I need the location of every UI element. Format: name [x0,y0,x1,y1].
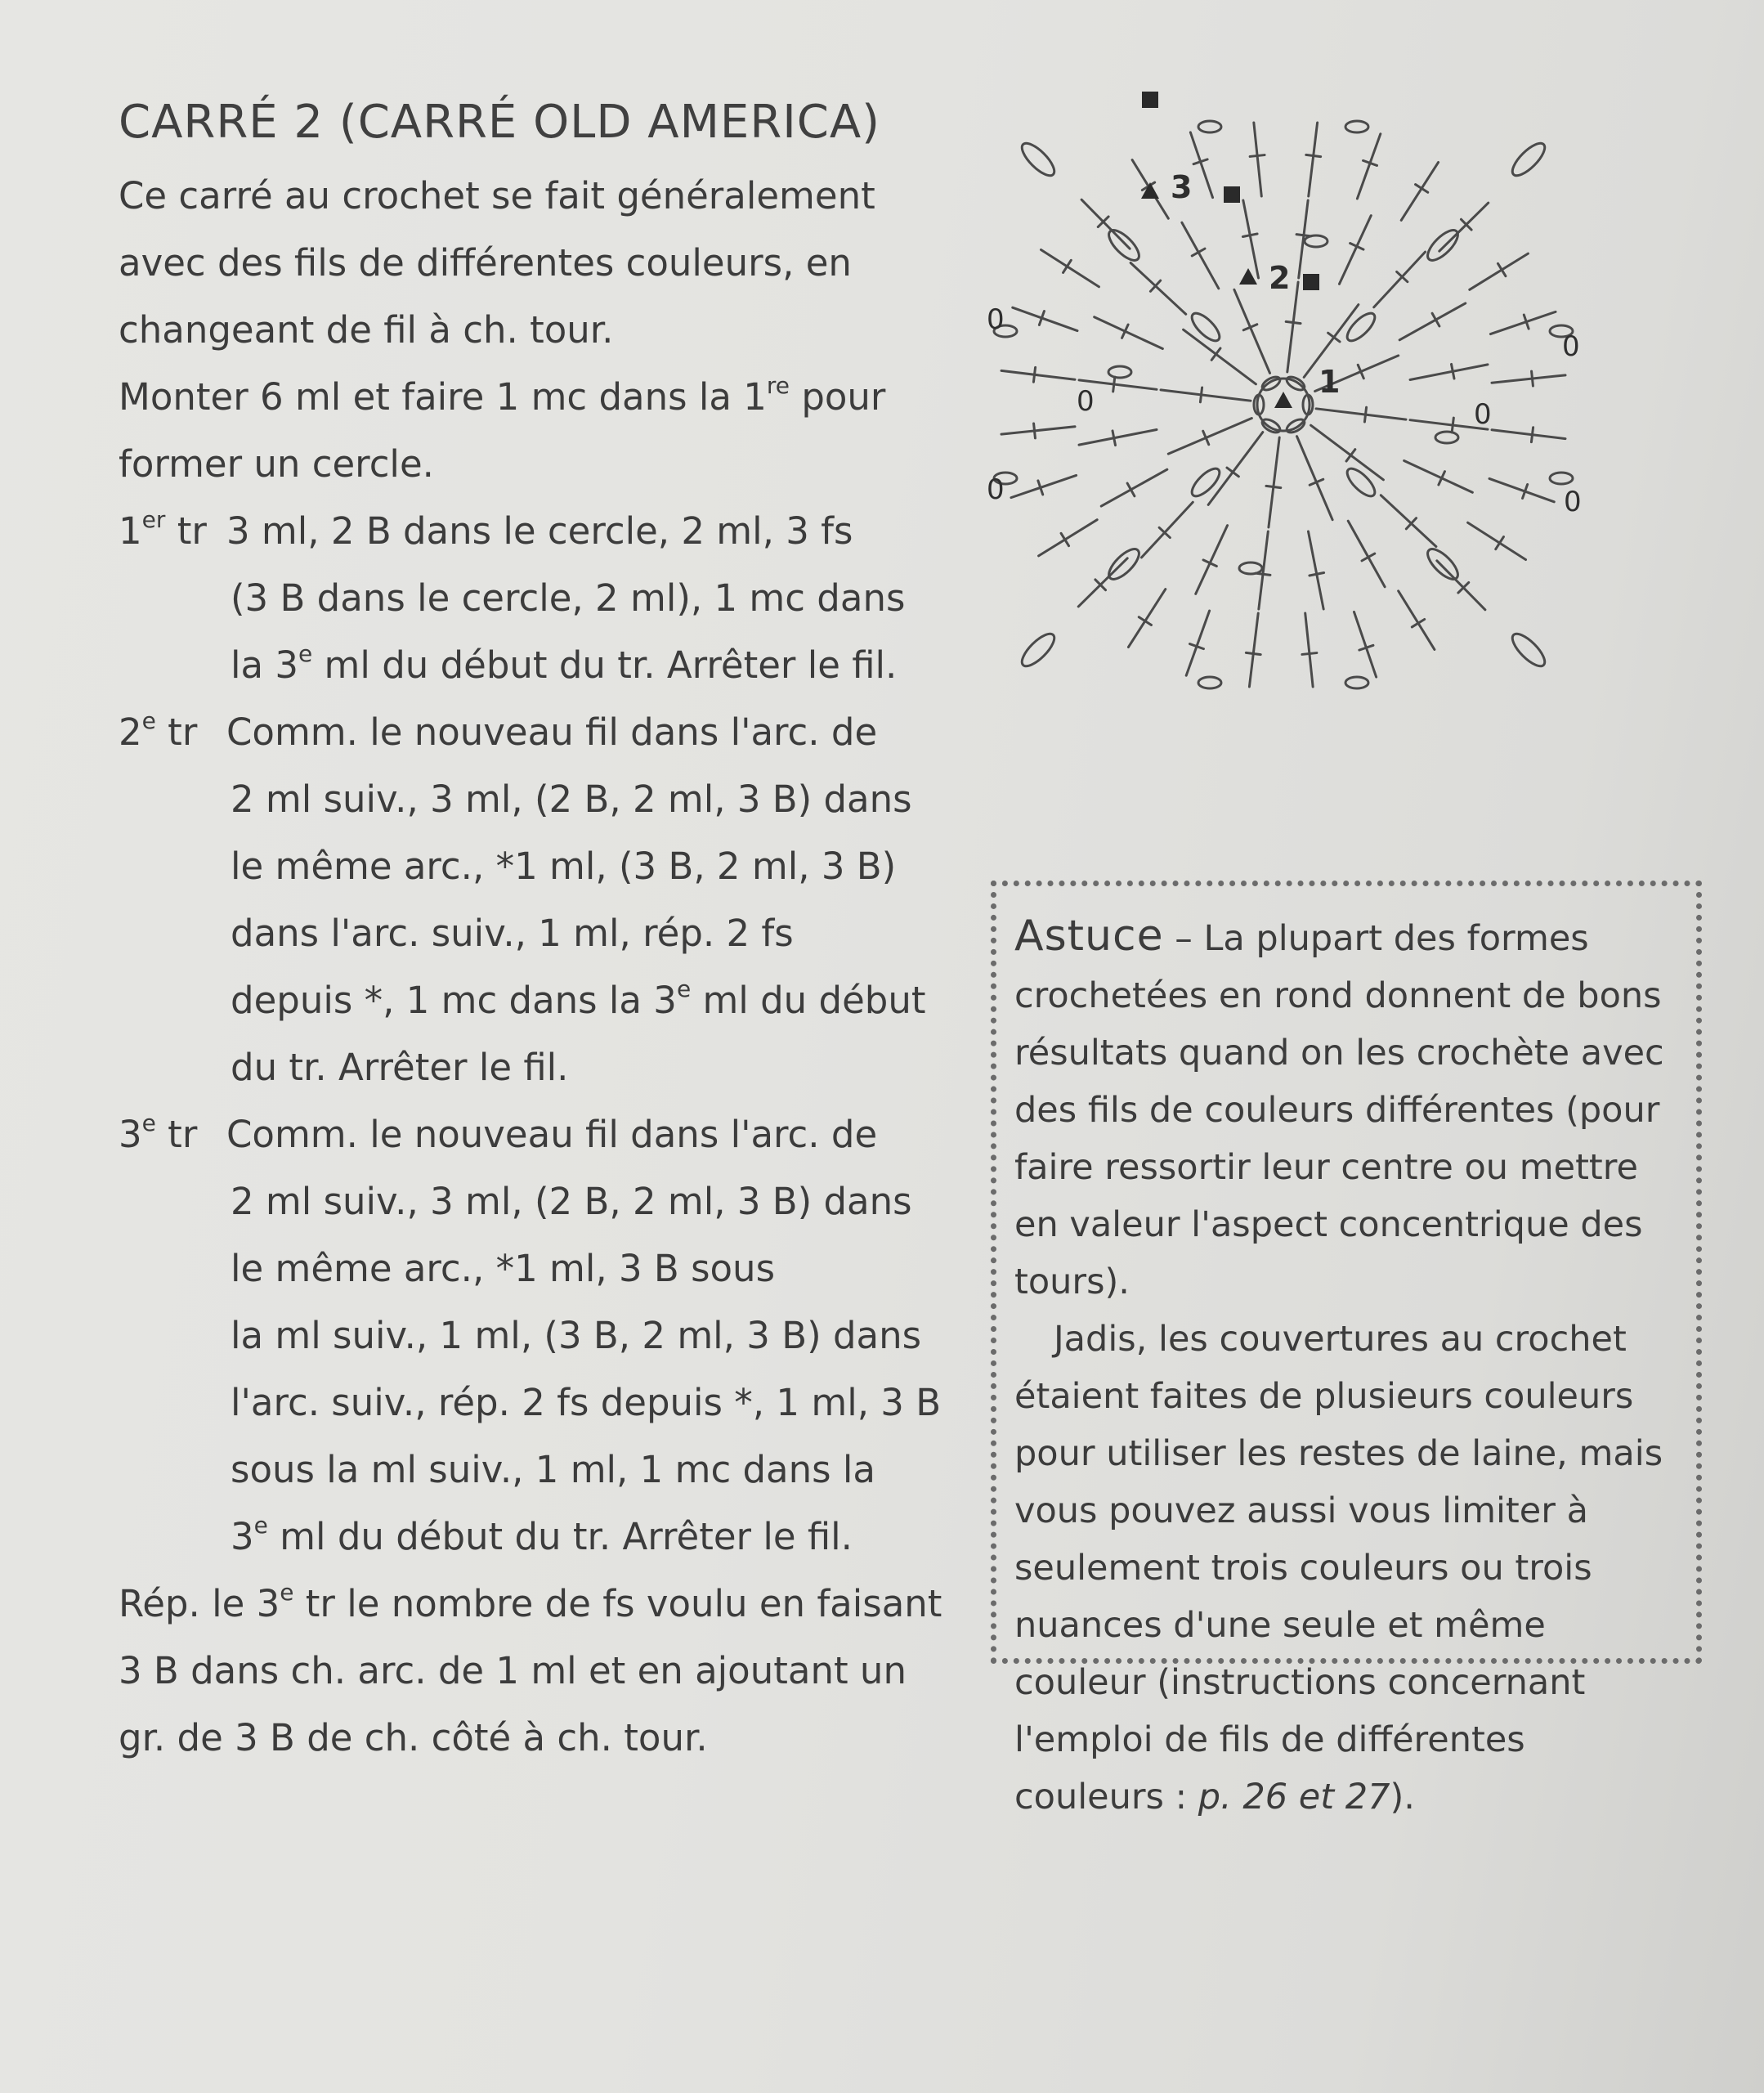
chain-stitch-symbol [1305,235,1327,247]
stitch-bar [1310,573,1324,576]
section-title: CARRÉ 2 (CARRÉ OLD AMERICA) [119,96,880,149]
round-1: 1er tr 3 ml, 2 B dans le cercle, 2 ml, 3 fs (3 B dans le cercle, 2 ml), 1 mc dans la 3e ml du début du tr. Arrêter le fil. [119,498,944,699]
stitch-symbol [1348,521,1385,587]
stitch-symbol [1399,303,1466,340]
stitch-bar [1346,450,1355,461]
chain-stitch-symbol [1343,464,1379,500]
stitch-symbol [1374,252,1426,307]
stitch-bar [1532,371,1533,386]
stitch-bar [1200,388,1202,402]
stitch-symbol [1249,613,1258,687]
stitch-symbol [1468,522,1526,559]
tip-paragraph-2: Jadis, les couvertures au crochet étaient faites de plusieurs couleurs pour utiliser les restes de laine, mais vous pouvez aussi vous limiter à seulement trois couleurs ou trois nuances d'une seule et même couleur (instructions concernant l'emploi de fils de différentes couleurs : p. 26 et 27). [1014,1319,1663,1817]
stitch-symbol [1001,370,1075,379]
chain-stitch-symbol [1188,309,1224,345]
chain-stitch-symbol [1108,366,1131,378]
stitch-bar [1306,155,1321,156]
chain-stitch-symbol [1508,630,1550,671]
chain-stitch-symbol [1343,309,1379,345]
stitch-symbol [1316,409,1406,419]
stitch-symbol [1196,526,1228,594]
round-3: 3e tr Comm. le nouveau fil dans l'arc. de 2 ml suiv., 3 ml, (2 B, 2 ml, 3 B) dans le même arc., *1 ml, 3 B sous la ml suiv., 1 ml, (3 B, 2 ml, 3 B) dans l'arc. suiv., rép. 2 fs depuis *, 1 ml, 3 B sous la ml suiv., 1 ml, 1 mc dans la 3e ml du début du tr. Arrêter le fil. [119,1101,944,1571]
stitch-bar [1266,486,1281,487]
stitch-symbol [1439,203,1489,251]
stitch-symbol [1308,531,1323,609]
zero-label: 0 [1562,330,1580,363]
chain-stitch-symbol [1345,677,1368,688]
crochet-chart-diagram [977,90,1582,724]
stitch-bar [1246,652,1260,654]
zero-label: 0 [987,473,1005,506]
chain-stitch-symbol [1188,464,1224,500]
stitch-symbol [1404,460,1473,492]
stitch-symbol [1437,561,1485,610]
round-number-label: 1 [1319,364,1341,400]
round-3-label: 3e tr [119,1109,198,1156]
round-1-label: 1er tr [119,506,207,553]
zero-label: 0 [1077,385,1095,418]
stitch-bar [1416,185,1428,193]
stitch-bar [1242,234,1257,236]
stitch-bar [1302,653,1317,655]
stitch-bar [1250,155,1265,157]
stitch-symbol [1309,123,1318,196]
chain-stitch-symbol [1104,226,1144,265]
chain-stitch-symbol [1104,545,1144,584]
stitch-bar [1496,537,1504,549]
stitch-bar [1531,428,1533,442]
stitch-bar [1364,407,1366,422]
zero-label: 0 [1474,398,1492,431]
stitch-symbol [1254,123,1261,196]
zero-label: 0 [987,303,1005,336]
round-number-label: 2 [1269,260,1291,296]
stitch-symbol [1168,418,1251,454]
stitch-bar [1061,533,1068,545]
stitch-bar [1227,468,1238,477]
stitch-bar [1328,333,1340,342]
chain-stitch-symbol [1198,121,1221,132]
chain-stitch-symbol [1018,139,1059,181]
tip-box [991,881,1702,1817]
stitch-symbol [1243,200,1259,278]
zero-label: 0 [1564,486,1582,518]
chain-stitch-symbol [1435,432,1458,443]
stitch-bar [1286,321,1301,323]
stitch-bar [1452,418,1453,432]
stitch-bar [1113,431,1115,446]
tip-label: Astuce [1014,912,1164,961]
start-instruction: Monter 6 ml et faire 1 mc dans la 1re pour former un cercle. [119,372,886,486]
chain-stitch-symbol [1423,545,1462,584]
stitch-symbol [1095,317,1163,349]
round-2-label: 2e tr [119,707,198,754]
stitch-symbol [1161,390,1251,401]
start-marker-icon [1239,268,1257,285]
intro-text: Ce carré au crochet se fait généralement avec des fils de différentes couleurs, en changeant de fil à ch. tour. [119,174,875,352]
stitch-symbol [1039,520,1098,556]
stitch-symbol [1339,216,1371,285]
stitch-bar [1063,260,1072,272]
stitch-symbol [1234,289,1270,373]
tip-paragraph-1: Astuce – La plupart des formes crochetées en rond donnent de bons résultats quand on les crochète avec des fils de couleurs différentes (pour faire ressortir leur centre ou mettre en valeur l'aspect concentrique des tours). [1014,912,1664,1302]
stitch-symbol [1130,262,1186,314]
stitch-symbol [1470,253,1529,289]
stitch-bar [1412,619,1424,626]
start-marker-icon [1274,392,1292,408]
end-marker-icon [1224,186,1240,203]
stitch-symbol [1001,427,1075,434]
page-reference: p. 26 et 27 [1198,1777,1390,1817]
end-marker-icon [1142,92,1158,108]
stitch-symbol [1101,469,1167,506]
chain-stitch-symbol [1285,417,1307,435]
stitch-bar [1113,377,1115,392]
stitch-symbol [1081,199,1130,249]
stitch-symbol [1492,375,1565,383]
chain-stitch-symbol [1239,562,1262,574]
stitch-symbol [1305,613,1313,687]
stitch-symbol [1269,437,1279,527]
stitch-symbol [1492,430,1565,439]
chain-stitch-symbol [1423,226,1462,265]
stitch-symbol [1182,222,1219,289]
stitch-symbol [1410,365,1488,380]
stitch-symbol [1381,495,1436,547]
stitch-bar [1139,617,1151,625]
stitch-bar [1034,424,1036,438]
chain-stitch-symbol [1508,139,1550,181]
stitch-symbol [1079,429,1157,445]
stitch-bar [1211,348,1220,360]
chain-stitch-symbol [1198,677,1221,688]
end-marker-icon [1303,274,1319,290]
pattern-instructions [119,94,944,1772]
stitch-bar [1498,263,1505,276]
stitch-symbol [1128,589,1165,648]
stitch-symbol [1041,249,1099,286]
round-number-label: 3 [1171,169,1193,205]
chain-stitch-symbol [1550,473,1573,484]
chain-stitch-symbol [1345,121,1368,132]
repeat-instruction: Rép. le 3e tr le nombre de fs voulu en faisant 3 B dans ch. arc. de 1 ml et en ajoutant un gr. de 3 B de ch. côté à ch. tour. [119,1579,942,1759]
round-2: 2e tr Comm. le nouveau fil dans l'arc. de 2 ml suiv., 3 ml, (2 B, 2 ml, 3 B) dans le même arc., *1 ml, (3 B, 2 ml, 3 B) dans l'arc. suiv., 1 ml, rép. 2 fs depuis *, 1 mc dans la 3e ml du début du tr. Arrêter le fil. [119,699,944,1101]
stitch-bar [1033,367,1035,382]
stitch-bar [1452,364,1454,379]
stitch-symbol [1399,591,1435,650]
stitch-symbol [1296,437,1332,520]
chain-stitch-symbol [1018,630,1059,671]
stitch-symbol [1078,558,1127,607]
stitch-symbol [1141,502,1193,558]
chain-stitch-symbol [1260,374,1283,392]
stitch-symbol [1401,163,1438,221]
